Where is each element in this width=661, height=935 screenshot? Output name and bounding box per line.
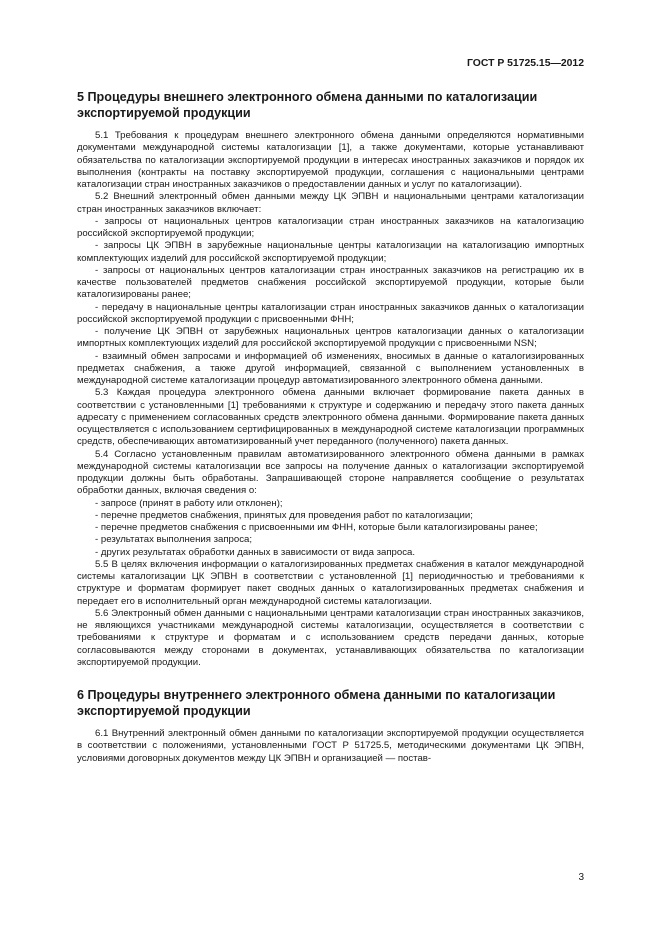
section-5-title: 5 Процедуры внешнего электронного обмена данными по каталогизации экспортируемой продукции <box>77 90 538 120</box>
section-6-title: 6 Процедуры внутреннего электронного обмена данными по каталогизации экспортируемой продукции <box>77 688 556 718</box>
list-item: - запросы ЦК ЭПВН в зарубежные национальные центры каталогизации на каталогизацию импортных комплектующих изделий для российской экспортируемой продукции; <box>77 240 584 264</box>
list-item: - других результатах обработки данных в зависимости от вида запроса. <box>95 546 415 558</box>
section-5-body <box>77 130 584 669</box>
list-item: - результатах выполнения запроса; <box>95 534 252 546</box>
paragraph: 5.4 Согласно установленным правилам автоматизированного электронного обмена данными в рамках международной системы каталогизации все запросы на получение данных о каталогизации экспортируемой продукции должны быть обработаны. Запрашивающей стороне направляется сообщение о результатах обработки данных, включая сведения о: <box>77 448 584 497</box>
document-code: ГОСТ Р 51725.15—2012 <box>467 58 584 69</box>
list-item: - перечне предметов снабжения с присвоенными им ФНН, которые были каталогизированы ранее; <box>95 522 538 533</box>
page-content <box>77 90 584 765</box>
page-number: 3 <box>578 872 584 883</box>
section-6-body <box>77 728 584 765</box>
list-item: - запросе (принят в работу или отклонен); <box>95 497 283 509</box>
paragraph: 5.2 Внешний электронный обмен данными между ЦК ЭПВН и национальными центрами каталогизации стран иностранных заказчиков включает: <box>77 191 584 215</box>
paragraph: 5.5 В целях включения информации о каталогизированных предметах снабжения в каталог международной системы каталогизации ЦК ЭПВН в соответствии с установленной [1] периодичностью и требованиями к структуре и форматам формирует пакет сводных данных о каталогизированных предметах снабжения и передает его в исполнительный орган международной системы каталогизации. <box>77 558 584 607</box>
list-item: - запросы от национальных центров каталогизации стран иностранных заказчиков на каталогизацию российской экспортируемой продукции; <box>77 215 584 239</box>
list-item: - получение ЦК ЭПВН от зарубежных национальных центров каталогизации данных о каталогизации импортных комплектующих изделий для российской экспортируемой продукции с присвоенными NSN; <box>77 326 584 350</box>
list-item: - запросы от национальных центров каталогизации стран иностранных заказчиков на регистрацию их в качестве пользователей предметов снабжения российской экспортируемой продукции, которые были каталогизированы ранее; <box>77 264 584 301</box>
paragraph: 5.6 Электронный обмен данными с национальными центрами каталогизации стран иностранных заказчиков, не являющихся участниками международной системы каталогизации, осуществляется в соответствии с требованиями к структуре и форматам и с использованием средств передачи данных, которые согласовываются между сторонами в документах, устанавливающих обязательства по каталогизации экспортируемой продукции. <box>77 607 584 668</box>
paragraph: 5.1 Требования к процедурам внешнего электронного обмена данными определяются нормативными документами международной системы каталогизации [1], а также документами, которые устанавливают обязательства по каталогизации экспортируемой продукции в интересах иностранных заказчиков и порядок их выполнения (контракты на поставку экспортируемой продукции, соглашения с национальными центрами каталогизации стран иностранных заказчиков о предоставлении данных и услуг по каталогизации). <box>77 130 584 190</box>
list-item: - взаимный обмен запросами и информацией об изменениях, вносимых в данные о каталогизированных предметах снабжения, а также другой информацией, связанной с выполнением установленных в международной системе каталогизации процедур автоматизированного электронного обмена данными. <box>77 350 584 386</box>
list-item: - передачу в национальные центры каталогизации стран иностранных заказчиков данных о каталогизации российской экспортируемой продукции с присвоенными ФНН; <box>77 301 584 325</box>
paragraph: 5.3 Каждая процедура электронного обмена данными включает формирование пакета данных в соответствии с установленными [1] требованиями к структуре и содержанию и передачу этого пакета данных адресату с применением согласованных средств электронного обмена данными. Формирование пакета данных осуществляется с использованием сертифицированных в международной системе каталогизации программных средств, обеспечивающих автоматизированный учет переданного (полученного) пакета данных. <box>77 387 584 448</box>
list-item: - перечне предметов снабжения, принятых для проведения работ по каталогизации; <box>95 509 473 521</box>
paragraph: 6.1 Внутренний электронный обмен данными по каталогизации экспортируемой продукции осуществляется в соответствии с положениями, установленными ГОСТ Р 51725.5, методическими документами ЦК ЭПВН, условиями договорных документов между ЦК ЭПВН и организацией — постав- <box>77 728 584 764</box>
